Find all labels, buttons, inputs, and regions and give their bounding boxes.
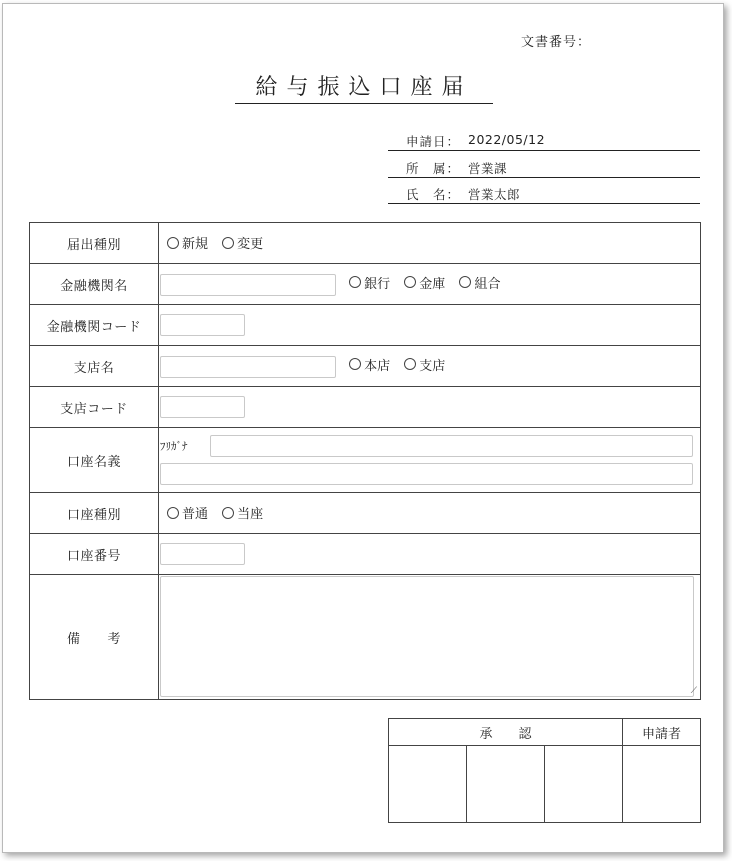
furigana-line <box>159 431 700 461</box>
branch-name-label: 支店名 <box>30 346 159 387</box>
branch-code-label: 支店コード <box>30 387 159 428</box>
bank-code-label: 金融機関コード <box>30 305 159 346</box>
bank-code-row <box>30 305 701 346</box>
account-holder-row <box>30 428 701 493</box>
remarks-row <box>30 575 701 700</box>
furigana-input[interactable] <box>210 435 693 457</box>
radio-bank-label: 銀行 <box>364 276 391 292</box>
branch-code-input[interactable] <box>160 396 245 418</box>
radio-circle-icon <box>349 358 361 370</box>
radio-new[interactable] <box>167 233 208 252</box>
remarks-label: 備 考 <box>30 575 159 700</box>
remarks-textarea[interactable] <box>160 576 694 697</box>
radio-head-office[interactable] <box>349 355 390 374</box>
radio-circle-icon <box>167 237 179 249</box>
notification-type-row <box>30 223 701 264</box>
document-number-label: 文書番号： <box>521 35 592 50</box>
resize-grip-icon[interactable]: ⟋ <box>690 686 697 696</box>
applicant-stamp-box <box>623 746 701 823</box>
approval-stamp-box <box>467 746 545 823</box>
radio-union-label: 組合 <box>474 276 501 292</box>
radio-circle-icon <box>459 276 471 288</box>
account-holder-label: 口座名義 <box>30 428 159 493</box>
approval-table <box>388 718 701 823</box>
radio-union[interactable] <box>459 273 500 292</box>
approval-stamp-box <box>389 746 467 823</box>
applicant-name-label: 氏 名： <box>406 187 461 202</box>
approval-header: 承 認 <box>389 719 623 746</box>
department-value: 営業課 <box>468 161 508 176</box>
branch-name-row <box>30 346 701 387</box>
page-title: 給与振込口座届 <box>235 70 493 104</box>
radio-shinkin-label: 金庫 <box>419 276 446 292</box>
bank-name-row <box>30 264 701 305</box>
radio-change[interactable] <box>222 233 263 252</box>
account-number-row <box>30 534 701 575</box>
account-type-row <box>30 493 701 534</box>
account-number-label: 口座番号 <box>30 534 159 575</box>
applicant-stamp-header: 申請者 <box>623 719 701 746</box>
radio-circle-icon <box>404 276 416 288</box>
radio-branch-label: 支店 <box>419 358 446 374</box>
radio-shinkin[interactable] <box>404 273 445 292</box>
bank-code-input[interactable] <box>160 314 245 336</box>
department-line <box>388 156 700 178</box>
applicant-name-line <box>388 182 700 204</box>
bank-name-label: 金融機関名 <box>30 264 159 305</box>
radio-ordinary[interactable] <box>167 503 208 522</box>
approval-stamp-box <box>545 746 623 823</box>
radio-change-label: 変更 <box>237 237 264 253</box>
notification-type-label: 届出種別 <box>30 223 159 264</box>
radio-circle-icon <box>404 358 416 370</box>
radio-circle-icon <box>167 507 179 519</box>
application-date-line <box>388 129 700 151</box>
bank-account-form-table <box>29 222 701 700</box>
radio-circle-icon <box>349 276 361 288</box>
radio-current[interactable] <box>222 503 263 522</box>
account-holder-input[interactable] <box>160 463 693 485</box>
application-date-value: 2022/05/12 <box>468 132 546 147</box>
radio-bank[interactable] <box>349 273 390 292</box>
radio-branch[interactable] <box>404 355 445 374</box>
branch-code-row <box>30 387 701 428</box>
radio-head-office-label: 本店 <box>364 358 391 374</box>
radio-circle-icon <box>222 507 234 519</box>
radio-new-label: 新規 <box>182 237 209 253</box>
holder-name-line <box>159 461 700 489</box>
account-type-label: 口座種別 <box>30 493 159 534</box>
furigana-label: ﾌﾘｶﾞﾅ <box>160 440 188 453</box>
bank-name-input[interactable] <box>160 274 336 296</box>
department-label: 所 属： <box>406 161 461 176</box>
application-date-label: 申請日： <box>406 134 461 149</box>
radio-current-label: 当座 <box>237 507 264 523</box>
form-sheet <box>2 3 724 853</box>
applicant-name-value: 営業太郎 <box>468 187 521 202</box>
radio-circle-icon <box>222 237 234 249</box>
branch-name-input[interactable] <box>160 356 336 378</box>
account-number-input[interactable] <box>160 543 245 565</box>
radio-ordinary-label: 普通 <box>182 507 209 523</box>
